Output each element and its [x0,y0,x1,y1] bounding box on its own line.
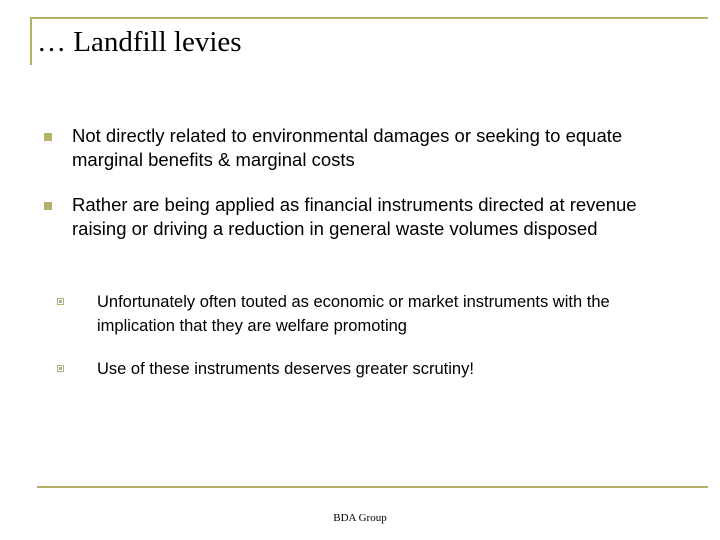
square-bullet-icon [44,133,52,141]
hollow-square-bullet-icon [57,298,64,305]
sub-bullet-text: Unfortunately often touted as economic or market instruments with the implication that they are welfare promoting [97,293,610,335]
footer-text: BDA Group [333,512,387,524]
title-left-rule [30,17,32,65]
sub-bullet-text: Use of these instruments deserves greater scrutiny! [97,360,474,378]
bullet-text: Not directly related to environmental damages or seeking to equate marginal benefits & marginal costs [72,125,623,170]
bullet-text: Rather are being applied as financial instruments directed at revenue raising or driving a reduction in general waste volumes disposed [72,194,637,239]
hollow-square-bullet-icon [57,365,64,372]
title-top-rule [30,17,708,19]
slide-title: … Landfill levies [37,26,242,58]
footer-rule [37,486,708,488]
square-bullet-icon [44,202,52,210]
